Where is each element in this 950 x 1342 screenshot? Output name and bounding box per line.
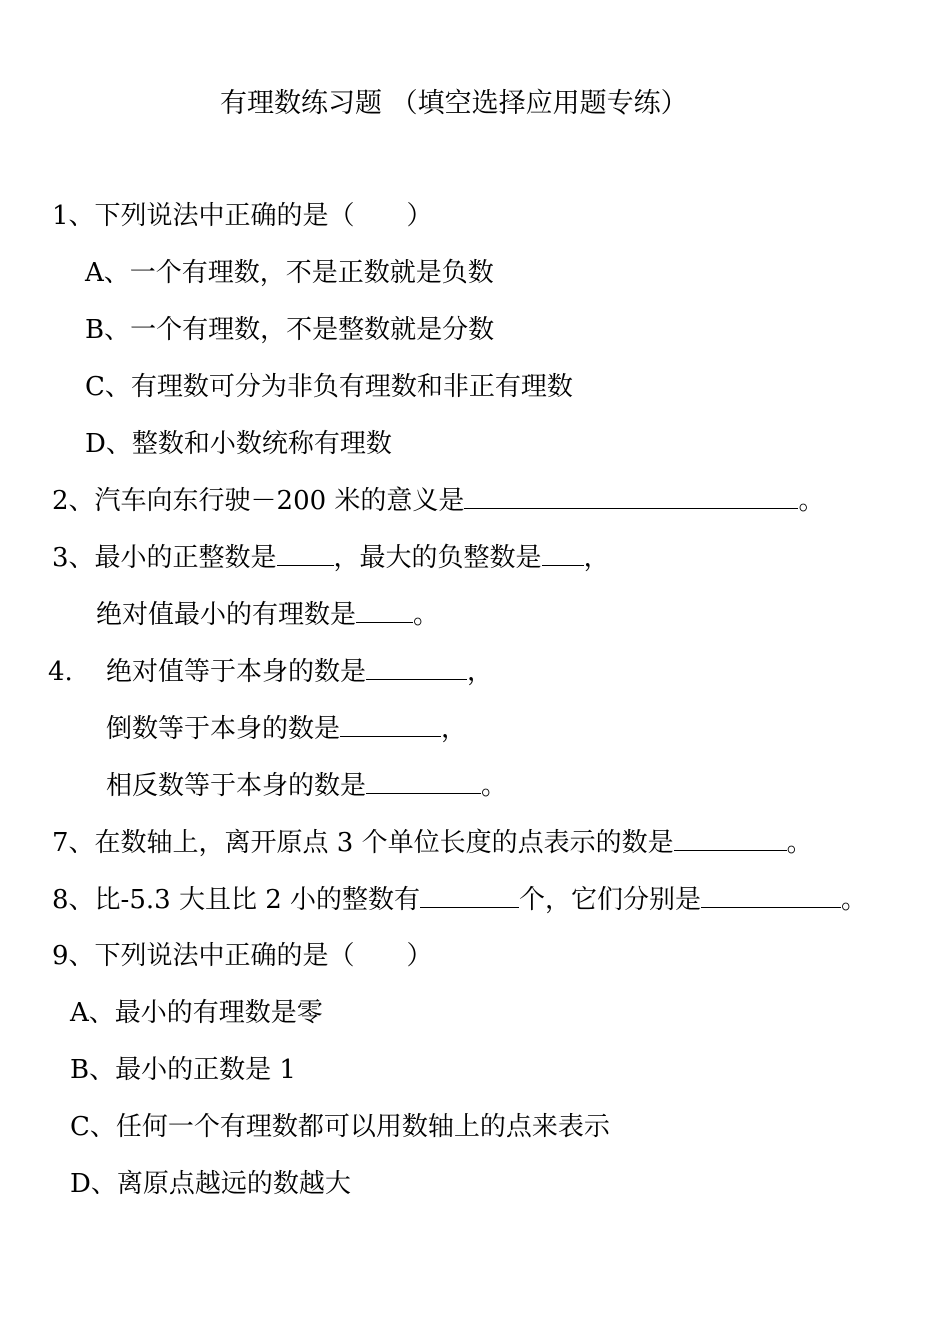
question-1-option-b: B、一个有理数，不是整数就是分数 [85,315,495,345]
question-3-text-3: ， [583,543,610,573]
question-9-stem: 9、下列说法中正确的是（ ） [52,941,433,971]
question-2-end: 。 [798,486,825,516]
question-4-end-1: ， [467,657,494,687]
question-4-blank-1[interactable] [366,655,467,680]
question-4-line-1 [106,655,493,689]
question-1-option-c: C、有理数可分为非负有理数和非正有理数 [85,372,573,402]
question-9-option-b: B、最小的正数是 1 [70,1055,296,1085]
page-title: 有理数练习题 （填空选择应用题专练） [220,88,688,119]
question-9-option-a: A、最小的有理数是零 [70,998,323,1028]
question-2-text: 2、汽车向东行驶－200 米的意义是 [52,486,465,516]
question-2 [52,484,824,518]
question-4-line-3 [106,769,507,803]
question-7-end: 。 [786,828,813,858]
question-3-blank-3[interactable] [356,598,413,623]
question-4-text-1: 绝对值等于本身的数是 [106,657,367,687]
question-7-answer-blank[interactable] [674,826,787,851]
question-3-text-4: 绝对值最小的有理数是 [96,600,357,630]
question-8-end: 。 [841,885,868,915]
question-4-number: 4. [48,657,73,687]
question-3-line-2 [96,598,439,632]
question-1-option-a: A、一个有理数，不是正数就是负数 [85,258,494,288]
question-4-line-2 [106,712,467,746]
question-4-text-2: 倒数等于本身的数是 [106,714,341,744]
question-7-text: 7、在数轴上，离开原点 3 个单位长度的点表示的数是 [52,828,674,858]
question-8-text-2: 个，它们分别是 [519,885,702,915]
question-3-line-1 [52,541,610,575]
question-9-option-d: D、离原点越远的数越大 [70,1169,351,1199]
question-8 [52,883,867,917]
question-8-text-1: 8、比-5.3 大且比 2 小的整数有 [52,885,421,915]
question-2-answer-blank[interactable] [464,484,798,509]
question-4-blank-3[interactable] [366,769,481,794]
question-8-blank-1[interactable] [420,883,519,908]
question-3-blank-1[interactable] [277,541,334,566]
question-9-option-c: C、任何一个有理数都可以用数轴上的点来表示 [70,1112,610,1142]
question-1-option-d: D、整数和小数统称有理数 [85,429,392,459]
question-7 [52,826,813,860]
question-4-end-2: ， [441,714,468,744]
question-4-blank-2[interactable] [340,712,441,737]
question-4-end-3: 。 [481,771,508,801]
question-3-text-1: 3、最小的正整数是 [52,543,277,573]
question-8-blank-2[interactable] [701,883,841,908]
question-3-text-2: ，最大的负整数是 [333,543,542,573]
question-3-text-5: 。 [413,600,440,630]
question-1-stem: 1、下列说法中正确的是（ ） [52,201,433,231]
question-4-text-3: 相反数等于本身的数是 [106,771,367,801]
question-3-blank-2[interactable] [542,541,584,566]
